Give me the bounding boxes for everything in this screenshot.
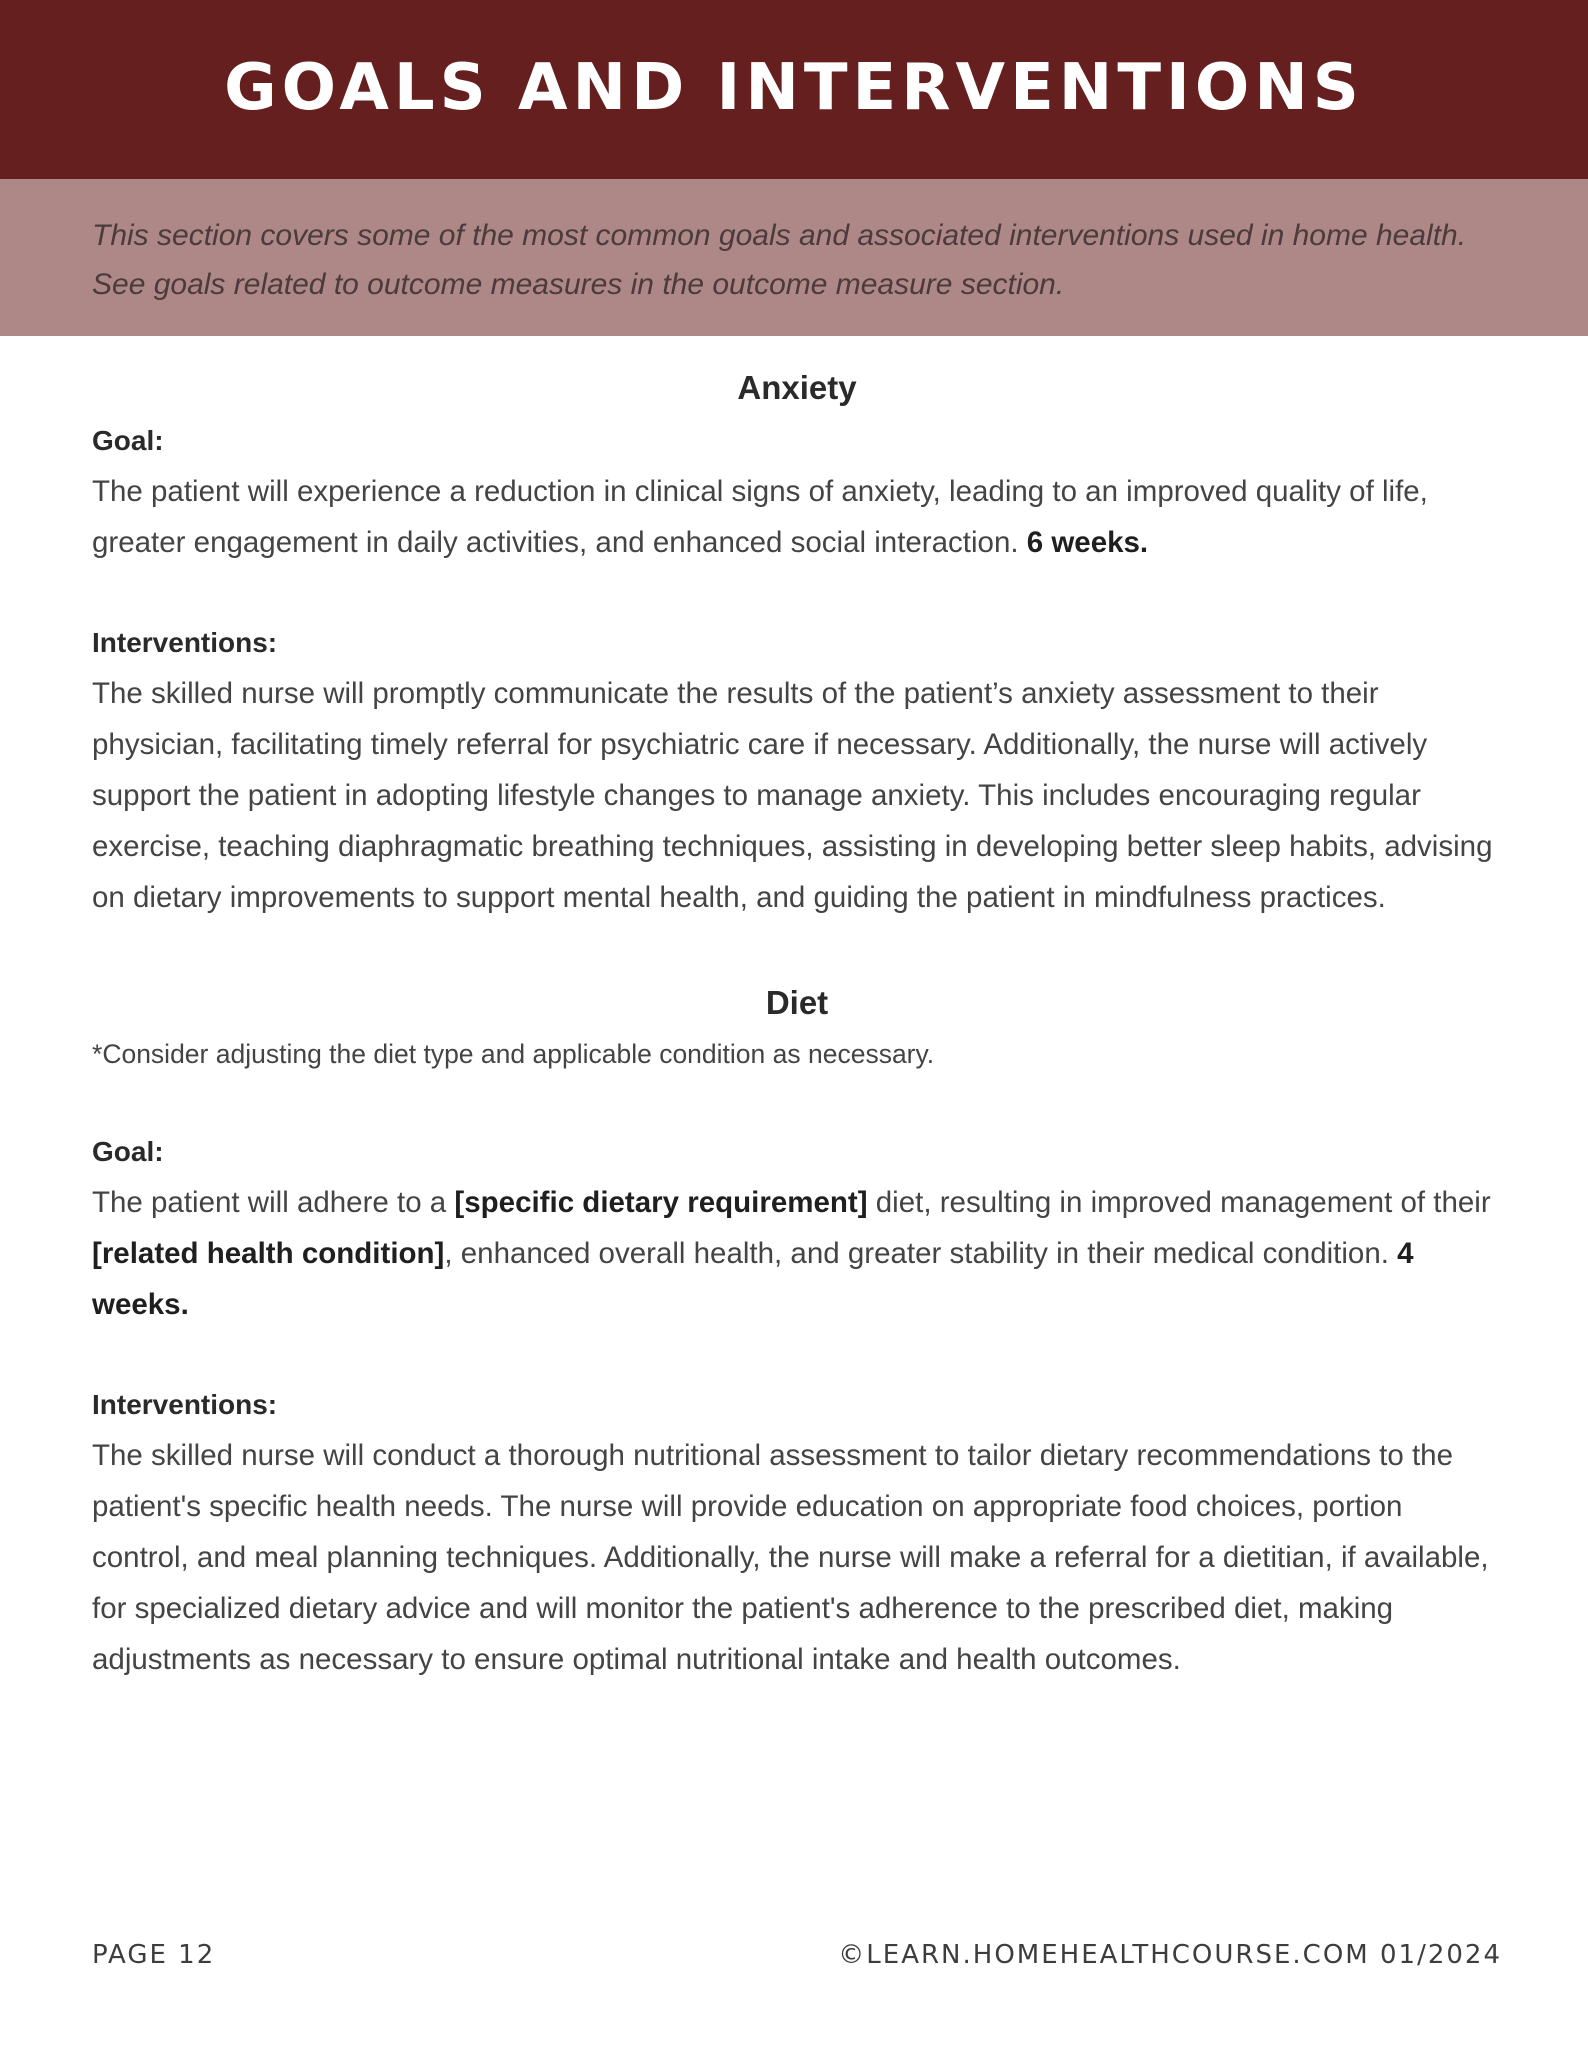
page-header	[0, 0, 1588, 179]
dietary-requirement-placeholder: [specific dietary requirement]	[454, 1186, 868, 1219]
section-diet	[92, 975, 1502, 1685]
goal-label: Goal:	[92, 1136, 164, 1167]
intro-banner	[0, 179, 1588, 336]
section-anxiety	[92, 360, 1502, 923]
copyright-text: ©LEARN.HOMEHEALTHCOURSE.COM 01/2024	[838, 1940, 1502, 1970]
main-content	[92, 360, 1502, 1685]
interventions-label: Interventions:	[92, 627, 278, 658]
page-footer	[92, 1940, 1502, 1980]
goal-body: The patient will experience a reduction in clinical signs of anxiety, leading to an improved quality of life, greater engagement in daily activities, and enhanced social interaction.	[92, 475, 1428, 559]
page-title: GOALS AND INTERVENTIONS	[224, 51, 1364, 125]
goal-duration: 6 weeks.	[1026, 526, 1149, 559]
diet-note: *Consider adjusting the diet type and applicable condition as necessary.	[92, 1039, 935, 1069]
intro-text: This section covers some of the most common goals and associated interventions used in home health. See goals related to outcome measures in the outcome measure section.	[92, 219, 1467, 301]
interventions-text: The skilled nurse will promptly communicate the results of the patient’s anxiety assessment to their physician, facilitating timely referral for psychiatric care if necessary. Additionally, the nurse will actively support the patient in adopting lifestyle changes to manage anxiety. This includes encouraging regular exercise, teaching diaphragmatic breathing techniques, assisting in developing better sleep habits, advising on dietary improvements to support mental health, and guiding the patient in mindfulness practices.	[92, 677, 1493, 914]
goal-body-part-2: diet, resulting in improved management of their	[875, 1186, 1491, 1219]
goal-body-part-3: , enhanced overall health, and greater stability in their medical condition.	[444, 1237, 1389, 1270]
goal-text	[92, 466, 1502, 568]
section-title-anxiety: Anxiety	[737, 369, 857, 406]
interventions-label: Interventions:	[92, 1389, 278, 1420]
page-number: PAGE 12	[92, 1940, 216, 1970]
goal-label: Goal:	[92, 425, 164, 456]
goal-body-part-1: The patient will adhere to a	[92, 1186, 447, 1219]
section-title-diet: Diet	[765, 984, 829, 1021]
goal-text	[92, 1177, 1502, 1330]
health-condition-placeholder: [related health condition]	[92, 1237, 445, 1270]
goal-duration: 4 weeks.	[92, 1237, 1414, 1321]
interventions-text: The skilled nurse will conduct a thorough nutritional assessment to tailor dietary recommendations to the patient's specific health needs. The nurse will provide education on appropriate food choices, portion control, and meal planning techniques. Additionally, the nurse will make a referral for a dietitian, if available, for specialized dietary advice and will monitor the patient's adherence to the prescribed diet, making adjustments as necessary to ensure optimal nutritional intake and health outcomes.	[92, 1439, 1489, 1676]
